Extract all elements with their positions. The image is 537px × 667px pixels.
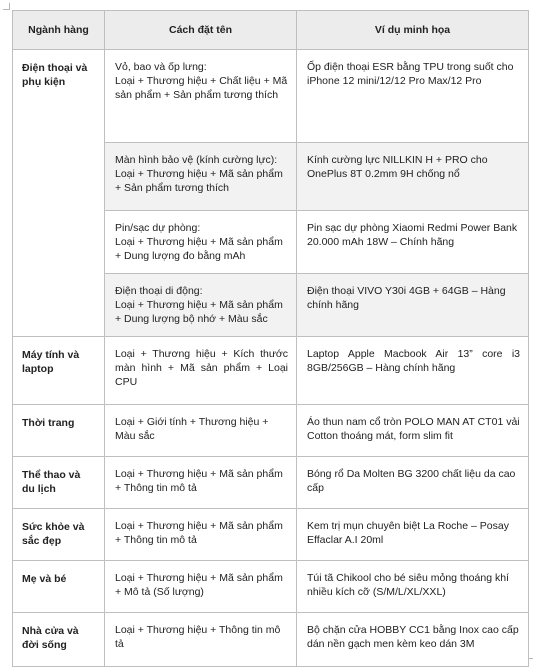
example-cell: Bóng rổ Da Molten BG 3200 chất liệu da cao cấp (297, 457, 529, 509)
naming-cell (105, 50, 297, 143)
category-cell: Nhà cửa và đời sống (13, 613, 105, 667)
category-cell: Thời trang (13, 405, 105, 457)
category-cell: Sức khỏe và sắc đẹp (13, 509, 105, 561)
category-cell: Mẹ và bé (13, 561, 105, 613)
subcategory-label: Pin/sạc dự phòng: (115, 222, 201, 234)
example-cell: Điện thoại VIVO Y30i 4GB + 64GB – Hàng chính hãng (297, 274, 529, 337)
table-row (13, 405, 529, 457)
naming-formula: Loại + Thương hiệu + Mã sản phẩm + Thông tin mô tả (105, 509, 297, 561)
page-corner-mark (3, 3, 10, 10)
naming-cell (105, 274, 297, 337)
naming-formula: Loại + Thương hiệu + Mã sản phẩm + Thông tin mô tả (105, 457, 297, 509)
example-cell: Bộ chặn cửa HOBBY CC1 bằng Inox cao cấp dán nền gạch men kèm keo dán 3M (297, 613, 529, 667)
naming-cell (105, 211, 297, 274)
category-cell: Máy tính và laptop (13, 337, 105, 405)
naming-formula: Loại + Thương hiệu + Chất liệu + Mã sản phẩm + Sản phẩm tương thích (115, 75, 288, 101)
table-row (13, 613, 529, 667)
example-cell: Pin sạc dự phòng Xiaomi Redmi Power Bank 20.000 mAh 18W – Chính hãng (297, 211, 529, 274)
table-header-row (13, 11, 529, 50)
table-row (13, 457, 529, 509)
naming-formula: Loại + Thương hiệu + Kích thước màn hình + Mã sản phẩm + Loại CPU (105, 337, 297, 405)
header-category: Ngành hàng (13, 11, 105, 50)
table-row (13, 509, 529, 561)
example-cell: Laptop Apple Macbook Air 13” core i3 8GB/256GB – Hàng chính hãng (297, 337, 529, 405)
naming-formula: Loại + Thương hiệu + Thông tin mô tả (105, 613, 297, 667)
header-naming: Cách đặt tên (105, 11, 297, 50)
naming-formula: Loại + Giới tính + Thương hiệu + Màu sắc (105, 405, 297, 457)
subcategory-label: Màn hình bảo vệ (kính cường lực): (115, 154, 278, 166)
table-row (13, 337, 529, 405)
naming-cell (105, 143, 297, 211)
category-cell: Thể thao và du lịch (13, 457, 105, 509)
category-cell: Điện thoại và phụ kiện (13, 50, 105, 337)
naming-formula: Loại + Thương hiệu + Mã sản phẩm + Mô tả (Số lượng) (105, 561, 297, 613)
table-row (13, 561, 529, 613)
naming-formula: Loại + Thương hiệu + Mã sản phẩm + Dung lượng đo bằng mAh (115, 236, 283, 262)
example-cell: Kem trị mụn chuyên biệt La Roche – Posay Effaclar A.I 20ml (297, 509, 529, 561)
subcategory-label: Vỏ, bao và ốp lưng: (115, 61, 207, 73)
example-cell: Áo thun nam cổ tròn POLO MAN AT CT01 vải Cotton thoáng mát, form slim fit (297, 405, 529, 457)
example-cell: Ốp điện thoại ESR bằng TPU trong suốt cho iPhone 12 mini/12/12 Pro Max/12 Pro (297, 50, 529, 143)
table-row (13, 50, 529, 143)
example-cell: Túi tã Chikool cho bé siêu mỏng thoáng khí nhiều kích cỡ (S/M/L/XL/XXL) (297, 561, 529, 613)
naming-formula: Loại + Thương hiệu + Mã sản phẩm + Sản phẩm tương thích (115, 168, 283, 194)
naming-formula: Loại + Thương hiệu + Mã sản phẩm + Dung lượng bộ nhớ + Màu sắc (115, 299, 283, 325)
naming-guide-table (12, 10, 529, 667)
subcategory-label: Điện thoại di động: (115, 285, 203, 297)
header-example: Ví dụ minh họa (297, 11, 529, 50)
example-cell: Kính cường lực NILLKIN H + PRO cho OnePlus 8T 0.2mm 9H chống nổ (297, 143, 529, 211)
